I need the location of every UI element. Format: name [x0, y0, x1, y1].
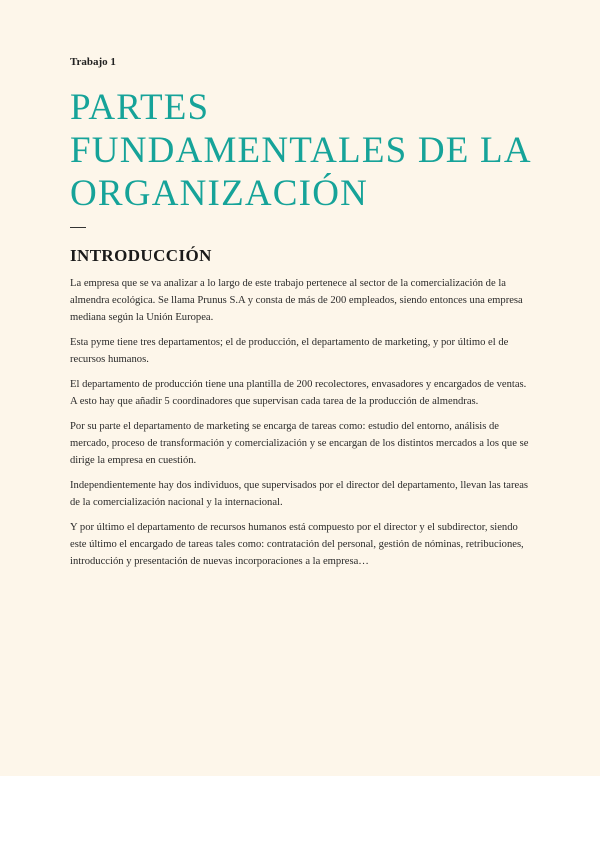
title-divider — [70, 227, 86, 228]
paragraph: Independientemente hay dos individuos, que supervisados por el director del departamento, llevan las tareas de la comercialización nacional y la internacional. — [70, 480, 529, 508]
document-subtitle: Trabajo 1 — [70, 56, 116, 68]
paragraph: El departamento de producción tiene una plantilla de 200 recolectores, envasadores y encargados de ventas. A esto hay que añadir 5 coordinadores que supervisan cada tarea de la producción de almendras. — [70, 379, 527, 407]
section-heading: INTRODUCCIÓN — [70, 246, 212, 265]
paragraph: Esta pyme tiene tres departamentos; el de producción, el departamento de marketing, y por último el de recursos humanos. — [70, 337, 509, 365]
paragraph: Y por último el departamento de recursos humanos está compuesto por el director y el subdirector, siendo este último el encargado de tareas tales como: contratación del personal, gestión de nóminas, retribuciones, introducción y presentación de nuevas incorporaciones a la empresa… — [70, 522, 524, 567]
paragraph: La empresa que se va analizar a lo largo de este trabajo pertenece al sector de la comercialización de la almendra ecológica. Se llama Prunus S.A y consta de más de 200 empleados, siendo entonces una empresa mediana según la Unión Europea. — [70, 278, 523, 323]
document-title: PARTES FUNDAMENTALES DE LA ORGANIZACIÓN — [70, 87, 530, 214]
paragraph: Por su parte el departamento de marketing se encarga de tareas como: estudio del entorno, análisis de mercado, proceso de transformación y comercialización y se encargan de los distintos mercados a los que se dirige la empresa en cuestión. — [70, 421, 529, 466]
